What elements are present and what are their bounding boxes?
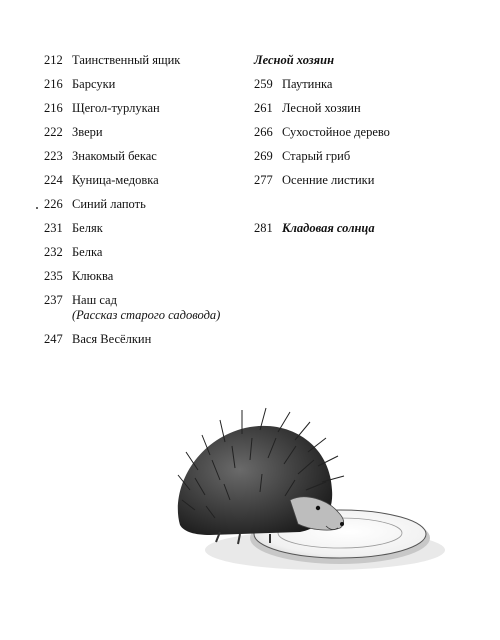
story-title: Наш сад (72, 293, 117, 307)
toc-entry[interactable] (44, 148, 249, 164)
story-title: Барсуки (72, 77, 116, 91)
toc-entry[interactable] (44, 76, 249, 92)
page-number: 235 (44, 269, 63, 283)
page-number: 216 (44, 77, 63, 91)
toc-entry[interactable] (44, 292, 249, 323)
page-number: 226 (44, 197, 63, 211)
toc-entry[interactable] (44, 268, 249, 284)
page-number: 259 (254, 77, 273, 91)
page-number: 224 (44, 173, 63, 187)
story-title: Куница-медовка (72, 173, 159, 187)
page-number: 212 (44, 53, 63, 67)
toc-entry[interactable] (44, 196, 249, 212)
page-number: 231 (44, 221, 63, 235)
page-number: 281 (254, 221, 273, 235)
page-number: 261 (254, 101, 273, 115)
ink-speck (36, 207, 38, 209)
toc-entry[interactable] (44, 244, 249, 260)
toc-entry[interactable] (254, 148, 454, 164)
toc-entry[interactable] (44, 172, 249, 188)
hedgehog-drinking-milk-illustration (150, 400, 450, 580)
toc-entry[interactable] (254, 76, 454, 92)
hedgehog-shape (178, 408, 344, 544)
page-number: 247 (44, 332, 63, 346)
page-number: 277 (254, 173, 273, 187)
story-title: Паутинка (282, 77, 333, 91)
story-title: Звери (72, 125, 103, 139)
toc-entry[interactable] (44, 331, 249, 347)
story-title: Осенние листики (282, 173, 375, 187)
story-title: Знакомый бекас (72, 149, 157, 163)
section-heading: Лесной хозяин (254, 53, 335, 67)
toc-entry[interactable] (44, 124, 249, 140)
section-title: Кладовая солнца (282, 221, 375, 235)
page-number: 216 (44, 101, 63, 115)
contents-left-column (44, 52, 249, 355)
story-title: Беляк (72, 221, 103, 235)
page-number: 223 (44, 149, 63, 163)
toc-entry[interactable] (254, 124, 454, 140)
story-title: Сухостойное дерево (282, 125, 390, 139)
toc-entry[interactable] (254, 172, 454, 188)
story-title: Таинственный ящик (72, 53, 181, 67)
toc-entry[interactable] (254, 100, 454, 116)
page-number: 232 (44, 245, 63, 259)
story-title: Клюква (72, 269, 114, 283)
story-title: Белка (72, 245, 103, 259)
page-number: 237 (44, 293, 63, 307)
contents-right-column (254, 52, 454, 244)
story-title: Щегол-турлукан (72, 101, 160, 115)
story-title: Старый гриб (282, 149, 351, 163)
toc-entry[interactable] (44, 100, 249, 116)
story-title: Лесной хозяин (282, 101, 361, 115)
story-subtitle: (Рассказ старого садовода) (72, 308, 221, 322)
story-title: Синий лапоть (72, 197, 146, 211)
page-number: 222 (44, 125, 63, 139)
toc-entry[interactable] (44, 220, 249, 236)
page-number: 269 (254, 149, 273, 163)
toc-entry[interactable] (44, 52, 249, 68)
story-title: Вася Весёлкин (72, 332, 152, 346)
page-number: 266 (254, 125, 273, 139)
toc-entry[interactable] (254, 220, 454, 236)
